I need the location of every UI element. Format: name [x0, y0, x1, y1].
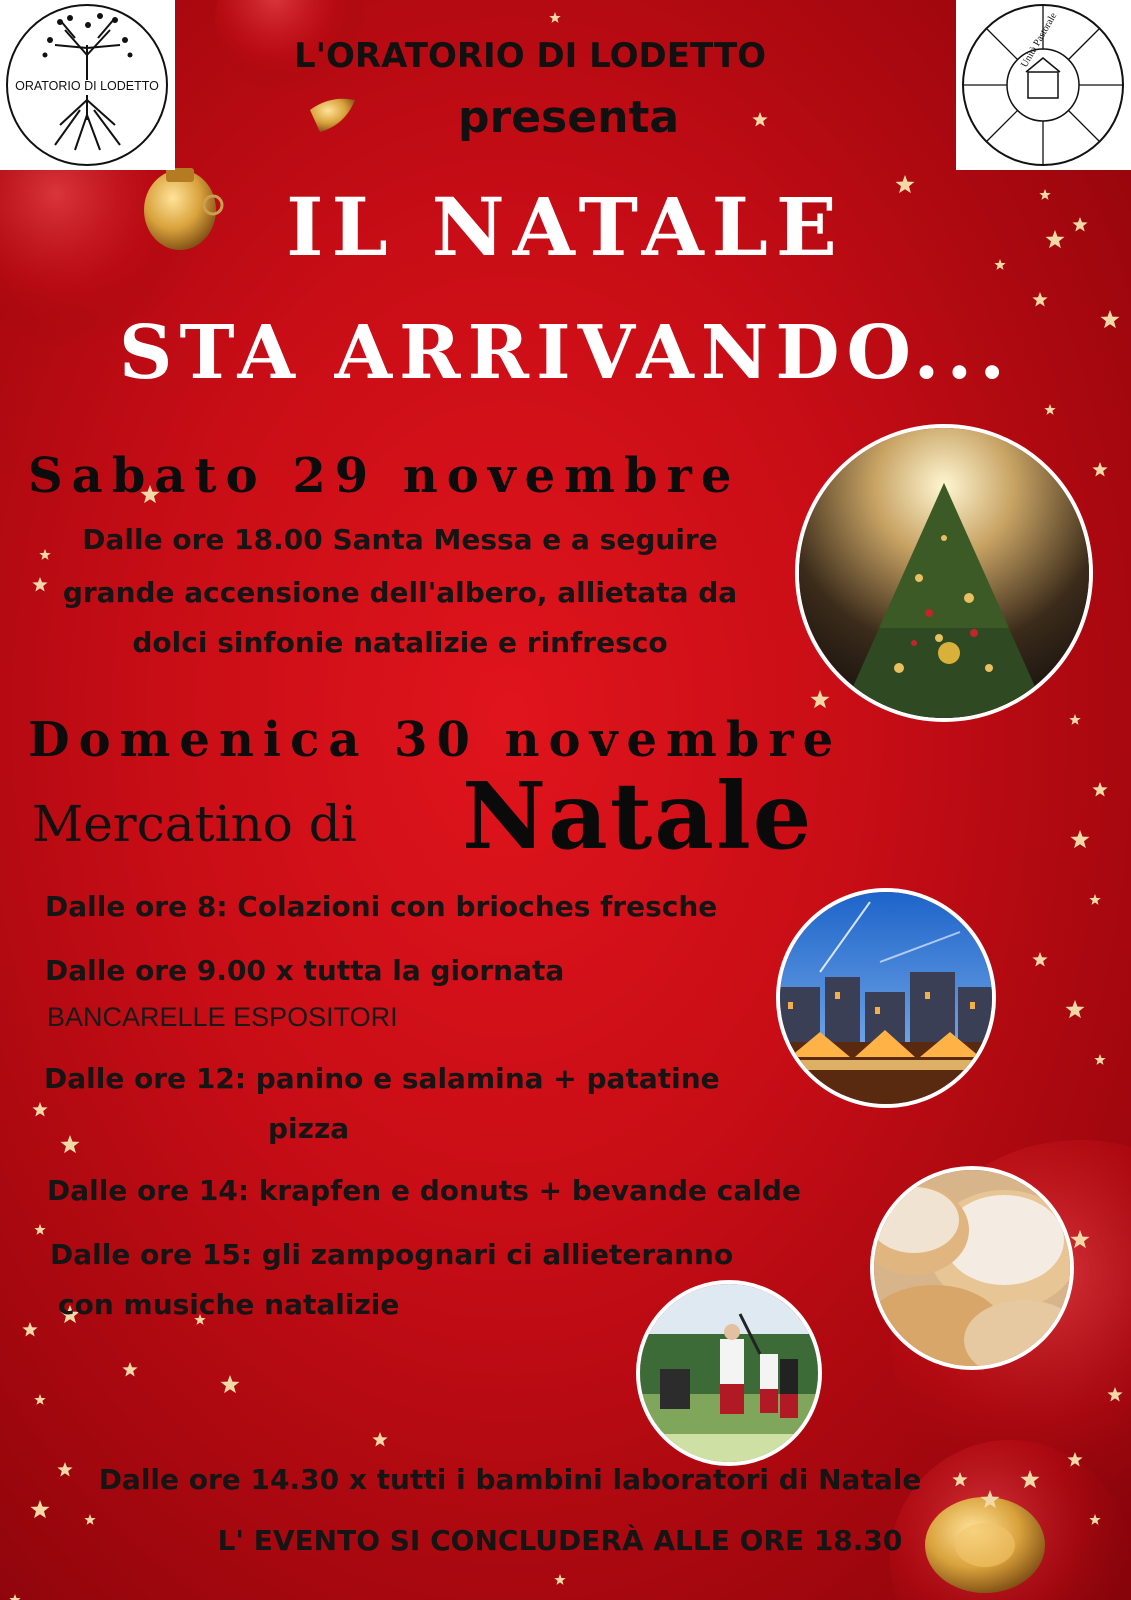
star-icon [221, 1375, 240, 1393]
star-icon [1089, 1514, 1100, 1525]
star-icon [372, 1432, 387, 1447]
closing-note: L' EVENTO SI CONCLUDERÀ ALLE ORE 18.30 [217, 1524, 903, 1557]
title-line-1: IL NATALE [286, 180, 845, 274]
star-icon [1089, 894, 1100, 905]
krapfen-photo [870, 1166, 1074, 1370]
title-line-2: STA ARRIVANDO... [119, 310, 1012, 396]
star-icon [1032, 952, 1047, 967]
tree-roots-logo [0, 0, 175, 170]
sunday-item: BANCARELLE ESPOSITORI [47, 1002, 398, 1032]
star-icon [981, 1490, 1000, 1508]
presenter-name: L'ORATORIO DI LODETTO [293, 36, 767, 76]
sunday-item: Dalle ore 15: gli zampognari ci allieteranno [50, 1238, 734, 1271]
market-word: Natale [462, 762, 814, 870]
star-icon [811, 690, 830, 708]
logo-right-text: Unità Pastorale [1019, 10, 1060, 70]
star-icon [1107, 1387, 1122, 1402]
oratorio-logo [0, 0, 175, 170]
star-icon [549, 12, 560, 23]
star-icon [1069, 714, 1080, 725]
parish-logo [956, 0, 1131, 170]
star-icon [1071, 1230, 1090, 1248]
star-icon [752, 112, 767, 127]
star-icon [1066, 1000, 1085, 1018]
christmas-market-photo [776, 888, 996, 1108]
market-prefix: Mercatino di [32, 795, 357, 853]
star-icon [34, 1394, 45, 1405]
star-icon [84, 1514, 95, 1525]
sunday-item: Dalle ore 12: panino e salamina + patatine [44, 1062, 720, 1095]
saturday-heading: Sabato 29 novembre [28, 448, 741, 504]
saturday-line: grande accensione dell'albero, allietata da [62, 576, 738, 609]
star-icon [1071, 830, 1090, 848]
bagpipers-photo [636, 1280, 822, 1466]
saturday-line: Dalle ore 18.00 Santa Messa e a seguire [82, 523, 718, 556]
star-icon [1032, 292, 1047, 307]
star-icon [1067, 1452, 1082, 1467]
presents-label: presenta [458, 92, 680, 143]
logo-left-text: ORATORIO DI LODETTO [15, 79, 159, 93]
sunday-item: pizza [268, 1112, 350, 1145]
sunday-item: Dalle ore 9.00 x tutta la giornata [45, 954, 565, 987]
sunday-item: Dalle ore 14.30 x tutti i bambini laboratori di Natale [98, 1463, 922, 1496]
star-icon [554, 1574, 565, 1585]
star-icon [32, 1102, 47, 1117]
saturday-line: dolci sinfonie natalizie e rinfresco [132, 626, 668, 659]
star-icon [61, 1135, 80, 1153]
star-icon [1092, 462, 1107, 477]
sunday-heading: Domenica 30 novembre [28, 712, 843, 768]
star-icon [9, 1594, 20, 1600]
sunday-item: con musiche natalizie [58, 1288, 400, 1321]
star-icon [31, 1500, 50, 1518]
star-icon [122, 1362, 137, 1377]
parish-logo-icon [956, 0, 1131, 170]
star-icon [34, 1224, 45, 1235]
star-icon [1021, 1470, 1040, 1488]
star-icon [1094, 1054, 1105, 1065]
sunday-item: Dalle ore 8: Colazioni con brioches fresche [45, 890, 718, 923]
star-icon [1092, 782, 1107, 797]
christmas-tree-photo [795, 424, 1093, 722]
star-icon [22, 1322, 37, 1337]
star-icon [1044, 404, 1055, 415]
sunday-item: Dalle ore 14: krapfen e donuts + bevande calde [47, 1174, 801, 1207]
